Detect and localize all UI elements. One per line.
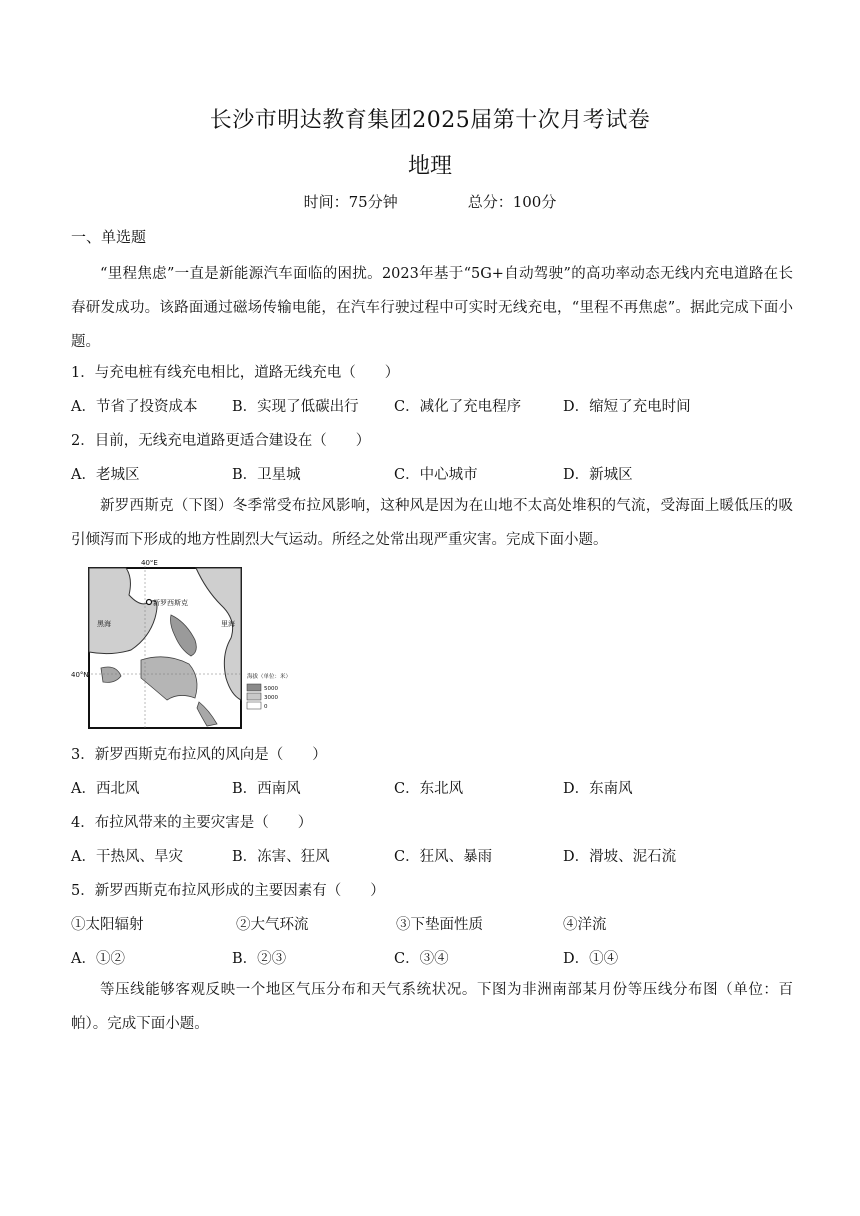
q2-option-a: A．老城区 [71,467,140,483]
q1-option-a: A．节省了投资成本 [71,399,198,415]
q1-option-d: D．缩短了充电时间 [563,399,691,415]
q5-option-a: A．①② [71,951,125,967]
q5-factor-4: ④洋流 [563,917,607,933]
legend-swatch-mid [247,693,261,700]
q4-option-b: B．冻害、狂风 [232,849,330,865]
subject-title: 地理 [407,154,452,179]
passage-2: 新罗西斯克（下图）冬季常受布拉风影响，这种风是因为在山地不太高处堆积的气流，受海面上暖低压的吸引倾泻而下形成的地方性剧烈大气运动。所经之处常出现严重灾害。完成下面小题。 [71,498,793,548]
question-2: 2．目前，无线充电道路更适合建设在（ ） [71,433,371,449]
q5-option-c: C．③④ [394,951,449,967]
legend-swatch-high [247,684,261,691]
passage-3: 等压线能够客观反映一个地区气压分布和天气系统状况。下图为非洲南部某月份等压线分布图（单位：百帕）。完成下面小题。 [71,982,793,1032]
sea-right-label: 里海 [221,620,235,628]
exam-title: 长沙市明达教育集团2025届第十次月考试卷 [209,108,651,133]
city-label: 新罗西斯克 [153,599,188,607]
q4-option-a: A．干热风、旱灾 [71,849,183,865]
q5-factor-1: ①太阳辐射 [71,917,144,933]
q1-option-c: C．减化了充电程序 [394,399,522,415]
q4-option-d: D．滑坡、泥石流 [563,849,677,865]
question-1: 1．与充电桩有线充电相比，道路无线充电（ ） [71,365,400,381]
q2-option-d: D．新城区 [563,467,633,483]
q4-option-c: C．狂风、暴雨 [394,849,493,865]
question-5: 5．新罗西斯克布拉风形成的主要因素有（ ） [71,883,385,899]
q3-option-b: B．西南风 [232,781,301,797]
sea-left-label: 黑海 [97,620,111,628]
question-4: 4．布拉风带来的主要灾害是（ ） [71,815,313,831]
legend-value-2: 3000 [264,695,278,701]
exam-time: 时间：75分钟 [303,193,398,211]
city-marker [147,600,152,605]
elevation-legend [247,672,291,710]
legend-value-1: 5000 [264,686,278,692]
section-heading: 一、单选题 [71,228,147,246]
q5-option-d: D．①④ [563,951,619,967]
legend-title: 海拔（单位：米） [247,674,292,680]
novorossiysk-map [71,560,311,732]
q2-option-b: B．卫星城 [232,467,301,483]
lon-label: 40°E [141,560,158,567]
q2-option-c: C．中心城市 [394,467,478,483]
exam-meta [0,191,860,212]
q1-option-b: B．实现了低碳出行 [232,399,359,415]
legend-swatch-low [247,702,261,709]
legend-value-3: 0 [264,704,268,710]
lat-label: 40°N [71,671,89,679]
q3-option-d: D．东南风 [563,781,633,797]
q3-option-c: C．东北风 [394,781,464,797]
q3-option-a: A．西北风 [71,781,140,797]
q5-factor-3: ③下垫面性质 [396,917,483,933]
passage-1: “里程焦虑”一直是新能源汽车面临的困扰。2023年基于“5G+自动驾驶”的高功率动态无线内充电道路在长春研发成功。该路面通过磁场传输电能，在汽车行驶过程中可实时无线充电，“里程不再焦虑”。据此完成下面小题。 [71,266,793,350]
question-3: 3．新罗西斯克布拉风的风向是（ ） [71,747,327,763]
q5-factor-2: ②大气环流 [236,917,309,933]
q5-option-b: B．②③ [232,951,287,967]
exam-score: 总分：100分 [467,193,557,211]
